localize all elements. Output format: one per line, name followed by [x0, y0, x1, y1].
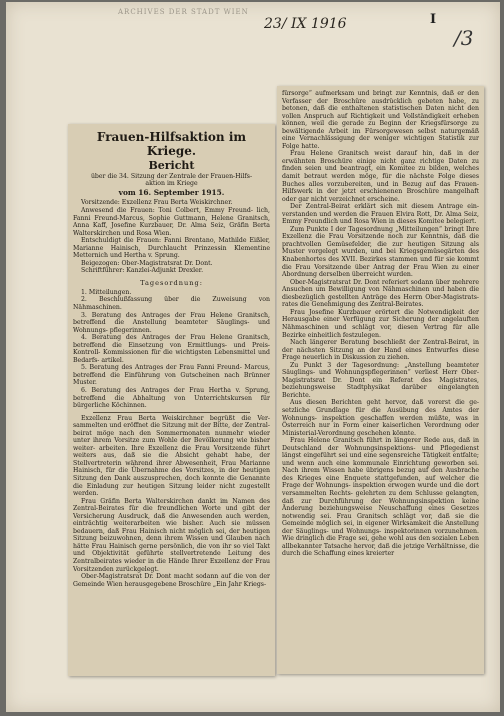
agenda-item: 6. Beratung des Antrages der Frau Hertha v. Sprung, betreffend die Abhaltung von Unterrichtskursen für bürgerliche Köchinnen.: [73, 386, 270, 410]
subheadline: Bericht: [148, 159, 195, 172]
body-paragraph: fürsorge“ aufmerksam und bringt zur Kenntnis, daß er den Verfasser der Broschüre ausdrücklich gebeten habe, zu betonen, daß die enthaltenen statistischen Daten nicht den vollen Anspruch auf Richtigkeit und Vollständigkeit erheben können, weil die gerade zu Beginn der Kriegsfürsorge zu bewältigende Arbeit im Fürsorgewesen selbst naturgemäß eine Vernachlässigung der weniger wichtigen Statistik zur Folge hatte.: [282, 90, 479, 150]
newspaper-clipping-right: [277, 86, 484, 674]
body-paragraph: Nach längerer Beratung beschließt der Zentral-Beirat, in der nächsten Sitzung an der Hand eines Entwurfes diese Frage neuerlich in Diskussion zu ziehen.: [282, 339, 479, 362]
intro-line-2: aktion im Kriege: [145, 180, 198, 188]
intro-line-1: über die 34. Sitzung der Zentrale der Frauen-Hilfs-: [90, 173, 253, 180]
agenda-item: 2. Beschlußfassung über die Zuweisung von Nähmaschinen.: [73, 296, 270, 311]
agenda-title: Tagesordnung:: [140, 278, 203, 287]
body-paragraph: Aus diesen Berichten geht hervor, daß vorerst die ge- setzliche Grundlage für die Ausübung des Amtes der Wohnungs- inspektion geschaffen werden müßte, was in Österreich nur in Form einer kaiserlichen Verordnung oder Ministerial-Verordnung geschehen könnte.: [282, 399, 479, 437]
body-paragraph: Ober-Magistratsrat Dr. Dont referiert sodann über mehrere Ansuchen um Bewilligung von Nähmaschinen und haben die diesbezüglich gestellten Anträge des Herrn Ober-Magistrats- rates die Genehmigung des Zentral-Beirates.: [282, 278, 479, 309]
body-paragraph: Ober-Magistratsrat Dr. Dont macht sodann auf die von der Gemeinde Wien herausgegebene Broschüre „Ein Jahr Kriegs-: [73, 573, 270, 588]
agenda-list: [73, 289, 270, 410]
headline: Frauen-Hilfsaktion im Kriege.: [96, 130, 247, 158]
agenda-item: 5. Beratung des Antrages der Frau Fanni Freund- Marcus, betreffend die Einführung von Gutscheinen nach Brünner Muster.: [73, 364, 270, 387]
agenda-item: 4. Beratung des Antrages der Frau Helene Granitsch, betreffend die Einsetzung von Ermittlungs- und Preis-Kontroll- Kommissionen für die wichtigsten Lebensmittel und Bedarfs- artikel.: [73, 334, 270, 364]
body-paragraph: Exzellenz Frau Berta Weiskirchner begrüßt die Ver- sammelten und eröffnet die Sitzung mit der Bitte, der Zentral- beirat möge nach den Sommermonaten nunmehr wieder unter ihrem Vorsitze zum Wohle der Bevölkerung wie bisher weiter- arbeiten. Ihre Exzellenz die Frau Vorsitzende führt weiters aus, daß sie die Absicht gehabt habe, der Stellvertreterin während ihrer Abwesenheit, Frau Marianne Hainisch, für die Übernahme des Vorsitzes, in der heutigen Sitzung den Dank auszusprechen, doch konnte die Genannte die Einladung zur heutigen Sitzung leider nicht zugestellt werden.: [73, 414, 270, 498]
secretary-line: Schriftführer: Kanzlei-Adjunkt Drexler.: [81, 267, 204, 275]
handwritten-date: 23/ IX 1916: [264, 16, 347, 32]
handwritten-number: /3: [454, 26, 474, 50]
agenda-item: 3. Beratung des Antrages der Frau Helene Granitsch, betreffend die Anstellung beamteter Säuglings- und Wohnungs- pflegerinnen.: [73, 311, 270, 334]
body-paragraph: Frau Helene Granitsch weist darauf hin, daß in der erwähnten Broschüre einige nicht ganz richtige Daten zu finden seien und beantragt, ein Komitee zu bilden, welches damit betraut werden möge, für die nächste Folge dieses Buches alles vorzubereiten, und in Bezug auf das Frauen-Hilfswerk in der jetzt erschienenen Broschüre mangelhaft oder gar nicht verzeichnet erscheine.: [282, 150, 479, 203]
present-list: Anwesend die Frauen: Toni Colbert, Emmy Freund- lich, Fanni Freund-Marcus, Sophie Guttmann, Helene Granitsch, Anna Kaff, Josefine Kurzbauer, Dr. Alma Seiz, Gräfin Berta Walterskirchen und Rosa Wien.: [73, 206, 270, 237]
newspaper-clipping-left: [68, 124, 275, 676]
roman-numeral: I: [430, 12, 437, 27]
archive-stamp: ARCHIVES DER STADT WIEN: [118, 8, 249, 16]
body-paragraph: Der Zentral-Beirat erklärt sich mit diesem Antrage ein- verstanden und werden die Frauen Elvira Rott, Dr. Alma Seiz, Emmy Freundlich und Rosa Wien in dieses Komitee belegiert.: [282, 203, 479, 226]
agenda-item: 1. Mitteilungen.: [81, 288, 132, 296]
body-paragraph: Frau Josefine Kurzbauer erörtert die Notwendigkeit der Herausgabe einer Verfügung zur Sicherung der angelauften Nähmaschinen und schlägt vor, diesen Vertrag für alle Bezirke einheitlich festzulegen.: [282, 308, 479, 339]
attending-line: Beigezogen: Ober-Magistratsrat Dr. Dont.: [81, 259, 213, 267]
chair-line: Vorsitzende: Exzellenz Frau Berta Weiskirchner.: [81, 199, 233, 207]
body-paragraph: Zum Punkte I der Tagesordnung „Mitteilungen“ bringt Ihre Exzellenz die Frau Vorsitzende noch zur Kenntnis, daß die prachtvollen Gemüsefelder, die zur heutigen Sitzung als Muster vorgelegt wurden, und bei Kriegsgemüsegärten des Knabenhortes des XVII. Bezirkes stammen und für sie kommt die Frau Vorsitzende über Antrag der Frau Wien zu einer Abordnung derselben überreicht wurden.: [282, 225, 479, 279]
excused-list: Entschuldigt die Frauen: Fanni Brentano, Mathilde Eißler, Marianne Hainisch, Durchlaucht Prinzessin Klementine Metternich und Hertha v. Sprung.: [73, 237, 270, 260]
date-line: vom 16. September 1915.: [118, 188, 225, 198]
body-paragraph: Frau Helene Granitsch führt in längerer Rede aus, daß in Deutschland der Wohnungsinspektions- und Pflegedienst längst eingeführt sei und eine segensreiche Tätigkeit entfalte; und wenn auch eine kommunale Einrichtung geworben sei. Nach ihrem Wissen habe übrigens bezug auf den Ausbrache des Krieges eine Enquete stattgefunden, auf welcher die Frage der Wohnungs- inspektion erwogen wurde und die dort versammelten Rechts- gelehrten zu dem Schlusse gelangten, daß zur Durchführung der Wohnungsinspektion keine Änderung beziehungsweise Neuschaffung eines Gesetzes notwendig sei. Frau Granitsch schlägt vor, daß sie die Gemeinde möglich sei, in eigener Wirksamkeit die Anstellung der Säuglings- und Wohnungs- inspektorinnen vorzunehmen. Wie dringlich die Frage sei, gehe wohl aus den sozialen Leben allbekannter Tatsache hervor, daß die jetzige Verhältnisse, die durch die Schaffung eines kreierter: [282, 437, 479, 558]
divider: [93, 412, 250, 413]
body-paragraph: Frau Gräfin Berta Walterskirchen dankt im Namen des Zentral-Beirates für die freundlichen Worte und gibt der Versicherung Ausdruck, daß die Anwesenden auch werden, einträchtig weiterarbeiten wie bisher. Auch sie müssen bedauern, daß Frau Hainisch nicht möglich sei, der heutigen Sitzung beizuwohnen, denn ihrem Wissen und Glauben nach hätte Frau Hainisch gerne persönlich, die von ihr so viel Takt und Objektivität geführte stellvertretende Leitung des Zentralbeirates wieder in die Hände Ihrer Exzellenz der Frau Vorsitzenden zurückgelegt.: [73, 497, 270, 573]
body-paragraph: Zu Punkt 3 der Tagesordnung: „Anstellung beamteter Säuglings- und Wohnungspflegerinnen“ verliest Herr Ober- Magistratsrat Dr. Dont ein Referat des Magistrates, beziehungsweise Stadtphysikat darüber eingelangten Berichte.: [282, 361, 479, 399]
